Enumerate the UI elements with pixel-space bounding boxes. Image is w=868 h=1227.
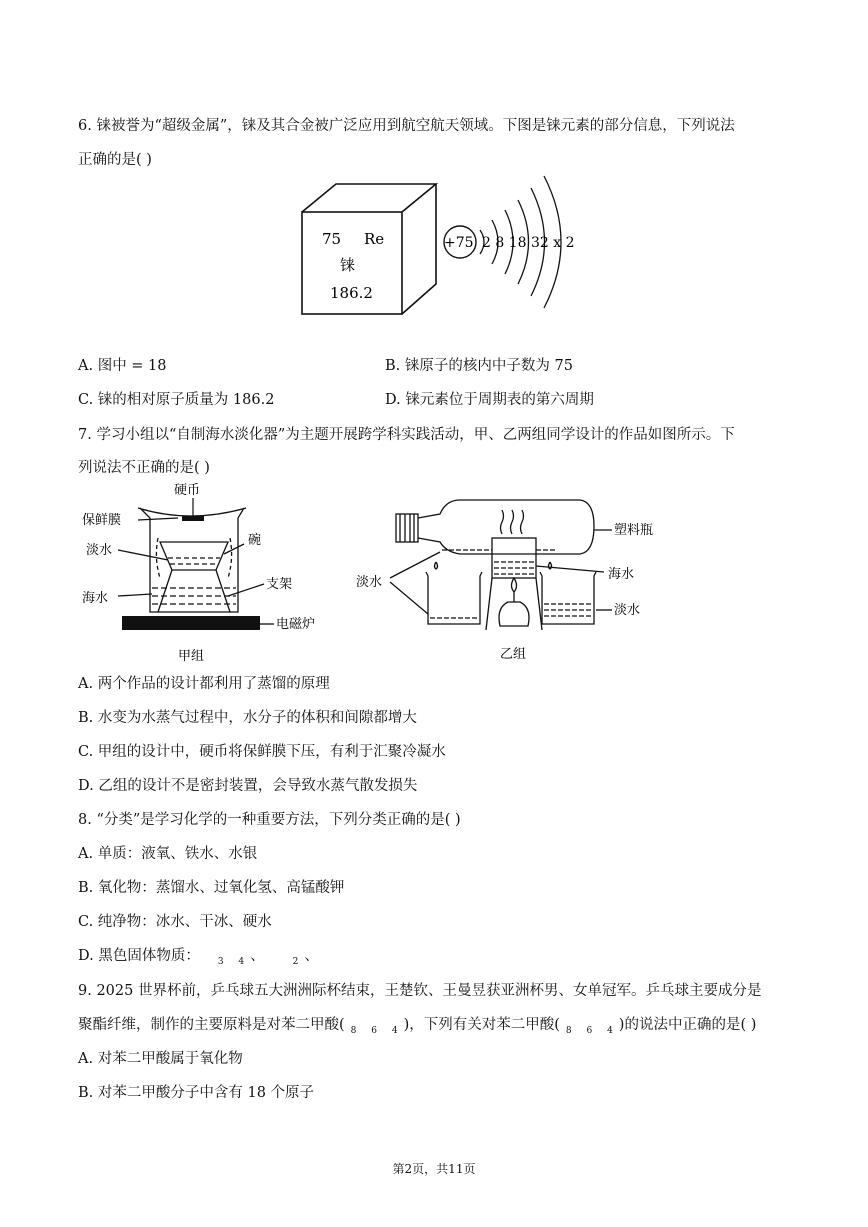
q8-option-d[interactable] [78, 944, 319, 967]
q6-option-a[interactable]: A. 图中 = 18 [78, 358, 167, 374]
alcohol-lamp [499, 602, 529, 626]
q8-option-b[interactable]: B. 氧化物：蒸馏水、过氧化氢、高锰酸钾 [78, 880, 345, 896]
plastic-bottle [418, 500, 594, 554]
element-mass: 186.2 [330, 284, 373, 302]
q9-formula-sub-2: 8 6 4 [565, 1026, 619, 1036]
coin [182, 516, 204, 521]
q9-stem-line1: 9. 2025 世界杯前，乒乓球五大洲洲际杯结束，王楚钦、王曼昱获亚洲杯男、女单冠军。乒乓球主要成分是 [78, 983, 762, 999]
label-fresh-water-right: 淡水 [614, 603, 641, 618]
q8-option-d-label: D. 黑色固体物质： [78, 948, 200, 964]
q9-option-b[interactable]: B. 对苯二甲酸分子中含有 18 个原子 [78, 1085, 315, 1101]
element-symbol: Re [364, 230, 385, 248]
q9-stem-part2: )，下列有关对苯二甲酸( [403, 1017, 560, 1033]
q8-option-a[interactable]: A. 单质：液氧、铁水、水银 [78, 846, 258, 862]
q8-option-d-sub2: 2 [292, 957, 305, 967]
q6-figure [296, 172, 586, 317]
q7-option-c[interactable]: C. 甲组的设计中，硬币将保鲜膜下压，有利于汇聚冷凝水 [78, 744, 446, 760]
element-name: 铼 [340, 256, 356, 274]
label-fresh-water-left: 淡水 [356, 575, 383, 590]
caption-group-a: 甲组 [178, 649, 205, 664]
q7-figure-a [78, 478, 358, 668]
q7-figure-b [350, 490, 680, 670]
q9-stem-part1: 聚酯纤维，制作的主要原料是对苯二甲酸( [78, 1017, 345, 1033]
q6-stem-line2: 正确的是( ) [78, 152, 152, 168]
bowl [160, 542, 228, 570]
q8-option-d-sep1: 、 [250, 948, 265, 964]
q8-stem: 8. “分类”是学习化学的一种重要方法，下列分类正确的是( ) [78, 812, 461, 828]
caption-group-b: 乙组 [500, 647, 527, 662]
q8-option-d-sub1: 3 4 [217, 957, 251, 967]
nucleus-charge: +75 [444, 235, 474, 251]
q9-formula-sub-1: 8 6 4 [350, 1026, 404, 1036]
shell-electrons: 2 8 18 32 x 2 [482, 235, 575, 251]
q6-option-d[interactable]: D. 铼元素位于周期表的第六周期 [385, 392, 594, 408]
q6-option-b[interactable]: B. 铼原子的核内中子数为 75 [385, 358, 573, 374]
q8-option-c[interactable]: C. 纯净物：冰水、干冰、硬水 [78, 914, 272, 930]
film [138, 508, 246, 516]
label-bowl: 碗 [248, 533, 262, 548]
beaker-left [426, 572, 482, 624]
stove [122, 616, 260, 630]
bottle-cap [396, 514, 418, 542]
q9-stem-line2 [78, 1013, 756, 1036]
q6-stem-line1: 6. 铼被誉为“超级金属”，铼及其合金被广泛应用到航空航天领域。下图是铼元素的部分信息，下列说法 [78, 118, 735, 134]
label-stove: 电磁炉 [276, 617, 316, 632]
sea-beaker [492, 538, 536, 578]
label-sea-water-b: 海水 [608, 567, 635, 582]
q7-stem-line2: 列说法不正确的是( ) [78, 460, 210, 476]
label-fresh-water-a: 淡水 [86, 543, 113, 558]
label-sea-water-a: 海水 [82, 591, 109, 606]
q7-stem-line1: 7. 学习小组以“自制海水淡化器”为主题开展跨学科实践活动，甲、乙两组同学设计的作品如图所示。下 [78, 427, 735, 443]
page-footer: 第2页，共11页 [392, 1162, 476, 1176]
q8-option-d-sep2: 、 [304, 948, 319, 964]
label-plastic-bottle: 塑料瓶 [614, 523, 654, 538]
element-number: 75 [322, 230, 342, 248]
q7-option-a[interactable]: A. 两个作品的设计都利用了蒸馏的原理 [78, 676, 330, 692]
q7-option-d[interactable]: D. 乙组的设计不是密封装置，会导致水蒸气散发损失 [78, 778, 418, 794]
q6-option-c[interactable]: C. 铼的相对原子质量为 186.2 [78, 392, 275, 408]
q7-option-b[interactable]: B. 水变为水蒸气过程中，水分子的体积和间隙都增大 [78, 710, 417, 726]
label-coin: 硬币 [174, 483, 201, 498]
q9-option-a[interactable]: A. 对苯二甲酸属于氧化物 [78, 1051, 243, 1067]
label-stand: 支架 [266, 577, 293, 592]
label-film: 保鲜膜 [82, 513, 122, 528]
q9-stem-part3: )的说法中正确的是( ) [618, 1017, 757, 1033]
